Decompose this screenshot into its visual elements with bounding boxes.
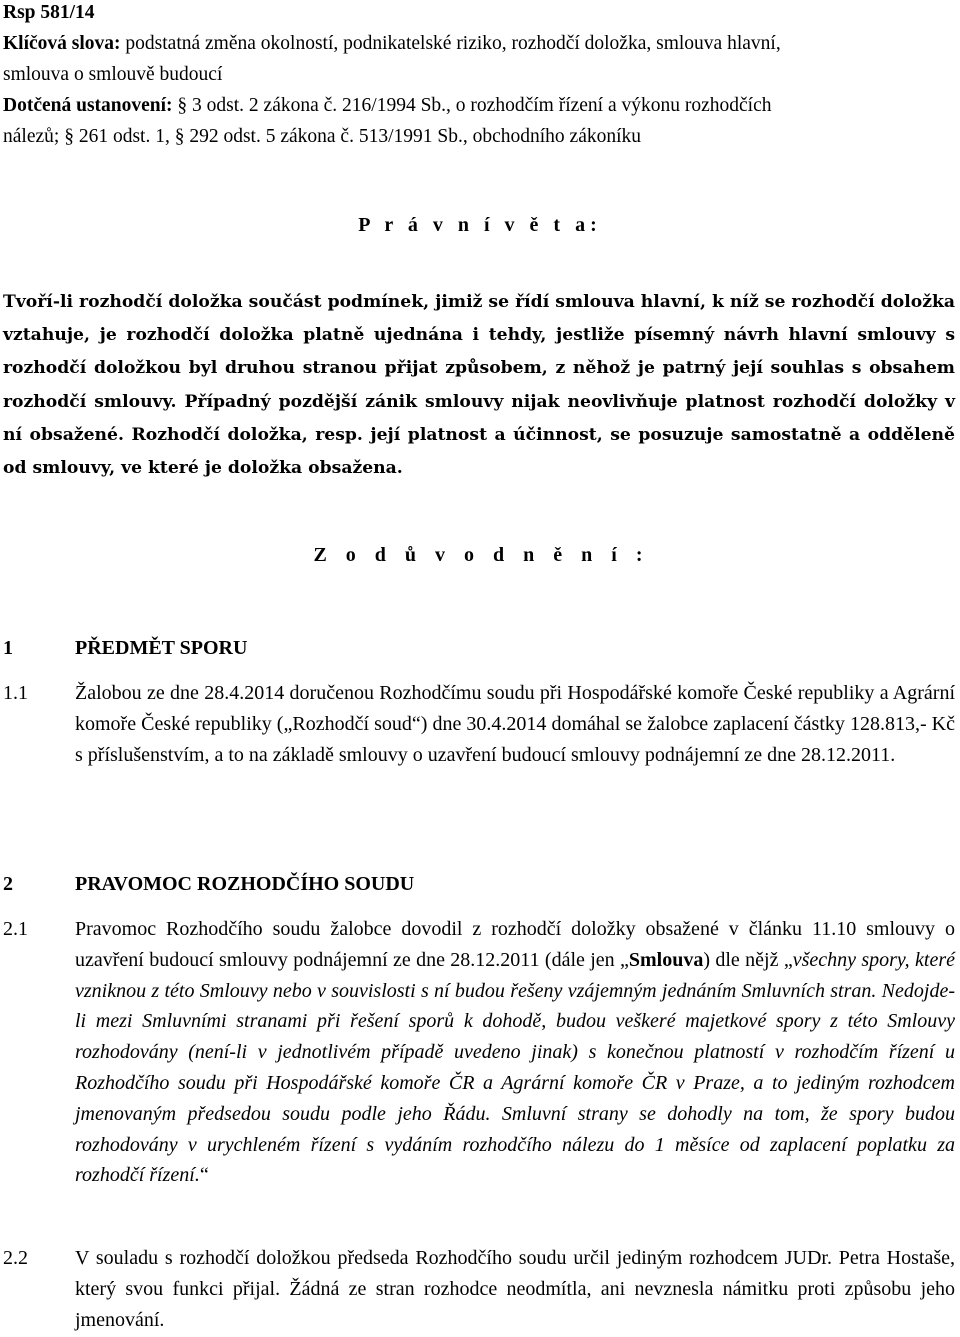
keywords-line-1 xyxy=(3,28,781,59)
provisions-text-1: 3 odst. 2 zákona č. 216/1994 Sb., o rozhodčím řízení a výkonu rozhodčích xyxy=(187,95,772,116)
section-title: PRAVOMOC ROZHODČÍHO SOUDU xyxy=(75,873,415,895)
section-number: 1 xyxy=(3,637,13,659)
paragraph-1-1 xyxy=(3,678,955,770)
section-sign-icon: § xyxy=(64,126,74,147)
paragraph-2-2 xyxy=(3,1243,955,1335)
paragraph-text: Pravomoc Rozhodčího soudu žalobce dovodil z rozhodčí doložky obsažené v článku 11.10 smlouvy o uzavření budoucí smlouvy podnájemní ze dne 28.12.2011 (dále jen „Smlouva) dle nějž „všechny spory, které vzniknou z této Smlouvy nebo v souvislosti s ní budou řešeny vzájemným jednáním Smluvních stran. Nedojde-li mezi Smluvními stranami při řešení sporů k dohodě, budou veškeré majetkové spory z této Smlouvy rozhodovány (není-li v jednotlivém případě uvedeno jinak) s konečnou platností v rozhodčím řízení u Rozhodčího soudu při Hospodářské komoře ČR a Agrární komoře ČR v Praze, a to jediným rozhodcem jmenovaným předsedou soudu podle jeho Řádu. Smluvní strany se dohodly na tom, že spory budou rozhodovány v urychleném řízení s vydáním rozhodčího nálezu do 1 měsíce od zaplacení poplatku za rozhodčí řízení.“ xyxy=(75,918,955,1187)
keywords-line-2: smlouva o smlouvě budoucí xyxy=(3,64,223,85)
provisions-line-1 xyxy=(3,90,772,121)
defined-term: Smlouva xyxy=(628,948,704,971)
provisions-line-2: nálezů; § 261 odst. 1, § 292 odst. 5 zákona č. 513/1991 Sb., obchodního zákoníku xyxy=(3,126,642,147)
provisions-label: Dotčená ustanovení: xyxy=(3,95,173,116)
paragraph-number: 2.1 xyxy=(3,918,28,940)
section-heading-1 xyxy=(3,637,247,660)
section-sign-icon: § xyxy=(177,95,188,116)
reasoning-heading: Z o d ů v o d n ě n í : xyxy=(313,544,647,566)
legal-sentence-text: Tvoří-li rozhodčí doložka součást podmínek, jimiž se řídí smlouva hlavní, k níž se rozhodčí doložka vztahuje, je rozhodčí doložka platně ujednána i tehdy, jestliže písemný návrh hlavní smlouvy s rozhodčí doložkou byl druhou stranou přijat způsobem, z něhož je patrný její souhlas s obsahem rozhodčí smlouvy. Případný pozdější zánik smlouvy nijak neovlivňuje platnost rozhodčí doložky v ní obsažené. Rozhodčí doložka, resp. její platnost a účinnost, se posuzuje samostatně a odděleně od smlouvy, ve které je doložka obsažena. xyxy=(3,292,955,479)
section-sign-icon: § xyxy=(174,126,185,147)
section-number: 2 xyxy=(3,873,13,895)
case-number: Rsp 581/14 xyxy=(3,2,95,23)
keywords-text-1: podstatná změna okolností, podnikatelské riziko, rozhodčí doložka, smlouva hlavní, xyxy=(120,33,781,54)
paragraph-text: V souladu s rozhodčí doložkou předseda Rozhodčího soudu určil jediným rozhodcem JUDr. Petra Hostaše, který svou funkci přijal. Žádná ze stran rozhodce neodmítla, ani nevznesla námitku proti způsobu jeho jmenování. xyxy=(75,1247,955,1331)
paragraph-number: 1.1 xyxy=(3,682,28,704)
paragraph-number: 2.2 xyxy=(3,1247,28,1269)
quoted-clause: všechny spory, které vzniknou z této Smlouvy nebo v souvislosti s ní budou řešeny vzájemným jednáním Smluvních stran. Nedojde-li mezi Smluvními stranami při řešení sporů k dohodě, budou veškeré majetkové spory z této Smlouvy rozhodovány (není-li v jednotlivém případě uvedeno jinak) s konečnou platností v rozhodčím řízení u Rozhodčího soudu při Hospodářské komoře ČR a Agrární komoře ČR v Praze, a to jediným rozhodcem jmenovaným předsedou soudu podle jeho Řádu. Smluvní strany se dohodly na tom, že spory budou rozhodovány v urychleném řízení s vydáním rozhodčího nálezu do 1 měsíce od zaplacení poplatku za rozhodčí řízení. xyxy=(75,948,955,1187)
keywords-label: Klíčová slova: xyxy=(3,33,121,54)
section-heading-2 xyxy=(3,873,414,896)
section-title: PŘEDMĚT SPORU xyxy=(75,637,248,659)
legal-sentence-heading: P r á v n í v ě t a: xyxy=(358,214,602,236)
paragraph-2-1 xyxy=(3,914,955,1191)
paragraph-text: Žalobou ze dne 28.4.2014 doručenou Rozhodčímu soudu při Hospodářské komoře České republiky a Agrární komoře České republiky („Rozhodčí soud“) dne 30.4.2014 domáhal se žalobce zaplacení částky 128.813,- Kč s příslušenstvím, a to na základě smlouvy o uzavření budoucí smlouvy podnájemní ze dne 28.12.2011. xyxy=(75,682,955,766)
